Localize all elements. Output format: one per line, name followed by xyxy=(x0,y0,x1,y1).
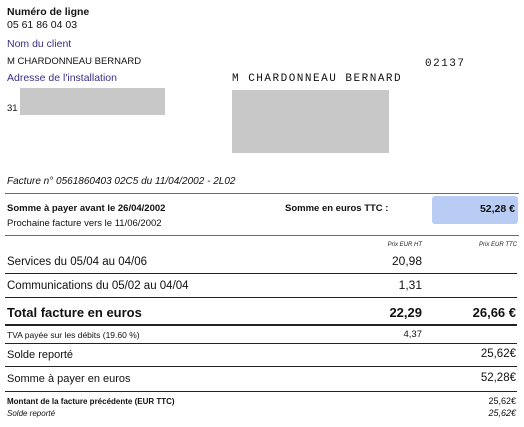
line-item-label: Services du 05/04 au 04/06 xyxy=(7,256,148,268)
total-label: Total facture en euros xyxy=(7,305,142,320)
next-invoice: Prochaine facture vers le 11/06/2002 xyxy=(7,218,162,229)
balance-value: 25,62€ xyxy=(480,348,516,360)
invoice-reference: Facture n° 0561860403 02C5 du 11/04/2002 - 2L02 xyxy=(7,176,236,187)
line-item-ht: 20,98 xyxy=(391,254,422,268)
previous-invoice-label: Montant de la facture précédente (EUR TTC) xyxy=(7,397,175,406)
bottom-red-rule xyxy=(5,235,519,236)
line-number: 05 61 86 04 03 xyxy=(7,19,78,31)
total-divider xyxy=(5,324,517,326)
balance-label: Solde reporté xyxy=(7,349,74,361)
previous-invoice-value: 25,62€ xyxy=(488,396,516,406)
vat-value: 4,37 xyxy=(403,329,422,340)
recipient-name: M CHARDONNEAU BERNARD xyxy=(232,73,403,85)
row-divider xyxy=(5,343,517,344)
recipient-code: 02137 xyxy=(425,58,466,70)
due-date-label: Somme à payer avant le 26/04/2002 xyxy=(7,203,166,214)
to-pay-label: Somme à payer en euros xyxy=(7,373,131,385)
ttc-label: Somme en euros TTC : xyxy=(285,203,389,214)
client-name: M CHARDONNEAU BERNARD xyxy=(7,56,142,67)
to-pay-value: 52,28€ xyxy=(480,372,516,384)
line-item-ht: 1,31 xyxy=(398,278,422,292)
column-header-ttc: Prix EUR TTC xyxy=(479,242,517,248)
vat-label: TVA payée sur les débits (19.60 %) xyxy=(7,330,140,340)
line-number-label: Numéro de ligne xyxy=(7,6,90,18)
row-divider xyxy=(5,297,517,298)
previous-balance-label: Solde reporté xyxy=(7,409,56,418)
row-divider xyxy=(5,391,517,392)
line-item-label: Communications du 05/02 au 04/04 xyxy=(7,280,189,292)
total-ht: 22,29 xyxy=(389,305,422,320)
install-address-prefix: 31 xyxy=(7,103,18,114)
install-address-label: Adresse de l'installation xyxy=(7,72,117,84)
total-ttc: 26,66 € xyxy=(472,305,516,320)
redacted-address xyxy=(20,88,165,115)
redacted-recipient-address xyxy=(232,90,389,153)
row-divider xyxy=(5,273,517,274)
due-amount: 52,28 € xyxy=(479,203,515,215)
client-name-label: Nom du client xyxy=(7,38,72,50)
row-divider xyxy=(5,366,517,367)
previous-balance-value: 25,62€ xyxy=(488,408,516,418)
top-red-rule xyxy=(5,193,519,194)
column-header-ht: Prix EUR HT xyxy=(387,242,422,248)
